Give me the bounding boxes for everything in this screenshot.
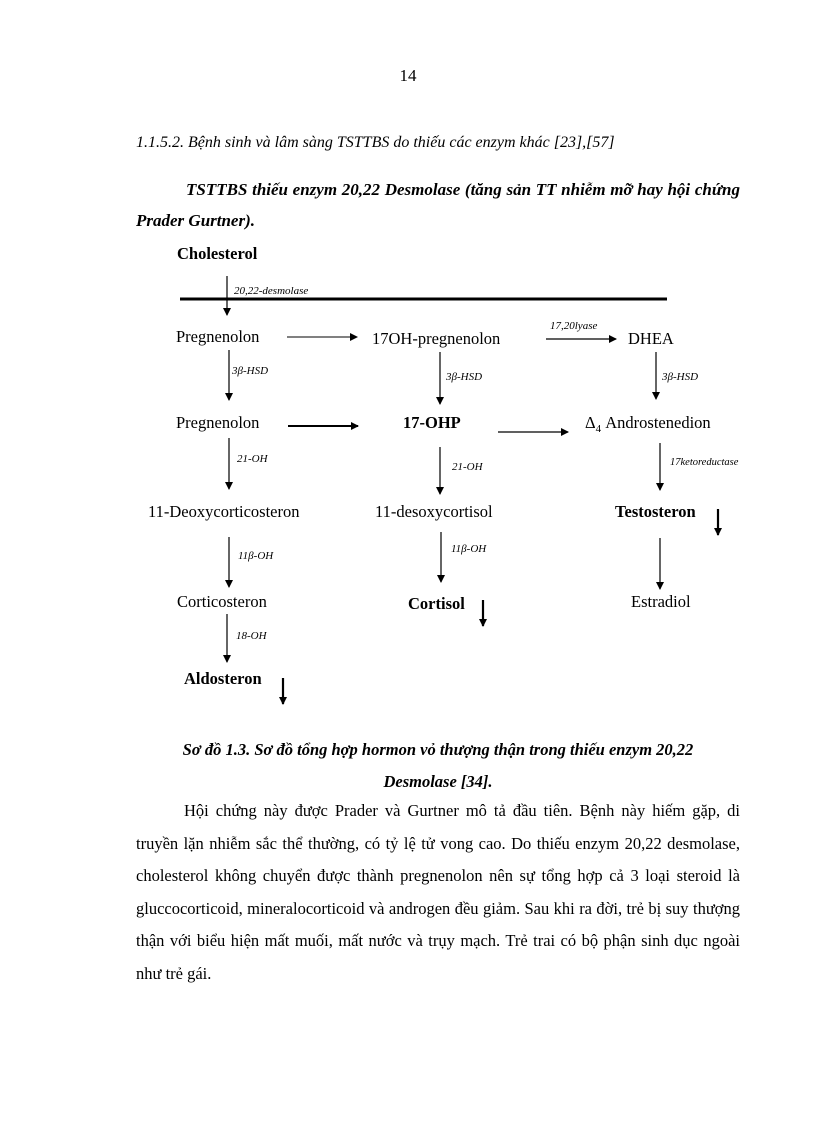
node-17-ohp: 17-OHP [403,413,461,432]
enzyme-11b-oh-1: 11β-OH [238,550,274,562]
node-cortisol: Cortisol [408,594,465,613]
node-testosteron: Testosteron [615,502,696,521]
node-11-desoxycortisol: 11-desoxycortisol [375,502,493,521]
delta-symbol: Δ [585,413,596,432]
enzyme-3b-hsd-2: 3β-HSD [446,371,483,383]
node-11-deoxycorticosteron: 11-Deoxycorticosteron [148,502,300,521]
node-cholesterol: Cholesterol [177,244,258,263]
node-corticosteron: Corticosteron [177,592,267,611]
node-pregnenolon-2: Pregnenolon [176,413,260,432]
enzyme-17-ketoreductase: 17ketoreductase [670,457,739,468]
enzyme-21-oh-1: 21-OH [237,453,268,465]
node-estradiol: Estradiol [631,592,691,611]
enzyme-desmolase: 20,22-desmolase [234,285,309,297]
enzyme-21-oh-2: 21-OH [452,461,483,473]
enzyme-17-20-lyase: 17,20lyase [550,320,598,332]
caption-line-1: Sơ đồ 1.3. Sơ đồ tổng hợp hormon vỏ thượng thận trong thiếu enzym 20,22 [182,740,694,759]
intro-heading: TSTTBS thiếu enzym 20,22 Desmolase (tăng sản TT nhiễm mỡ hay hội chứng Prader Gurtner). [136,180,740,230]
enzyme-3b-hsd-3: 3β-HSD [662,371,699,383]
body-paragraph: Hội chứng này được Prader và Gurtner mô tả đầu tiên. Bệnh này hiếm gặp, di truyền lặn nhiễm sắc thể thường, có tỷ lệ tử vong cao. Do thiếu enzym 20,22 desmolase, cholesterol không chuyển được thành pregnenolon nên sự tổng hợp cả 3 loại steroid là gluccocorticoid, mineralocorticoid và androgen đều giảm. Sau khi ra đời, trẻ bị suy thượng thận với biểu hiện mất muối, mất nước và trụy mạch. Trẻ trai có bộ phận sinh dục ngoài như trẻ gái. [136,801,740,983]
caption-line-2: Desmolase [34]. [383,772,493,791]
page-number: 14 [399,66,417,85]
enzyme-3b-hsd-1: 3β-HSD [232,365,269,377]
node-aldosteron: Aldosteron [184,669,262,688]
node-17oh-pregnenolon: 17OH-pregnenolon [372,329,501,348]
node-dhea: DHEA [628,329,674,348]
enzyme-18-oh: 18-OH [236,630,267,642]
androstenedion-label: Androstenedion [601,413,711,432]
diagram-caption [136,734,740,798]
node-pregnenolon-1: Pregnenolon [176,327,260,346]
section-heading: 1.1.5.2. Bệnh sinh và lâm sàng TSTTBS do thiếu các enzym khác [23],[57] [136,134,615,151]
node-androstenedion [585,413,711,435]
enzyme-11b-oh-2: 11β-OH [451,543,487,555]
delta-subscript: 4 [595,423,602,435]
